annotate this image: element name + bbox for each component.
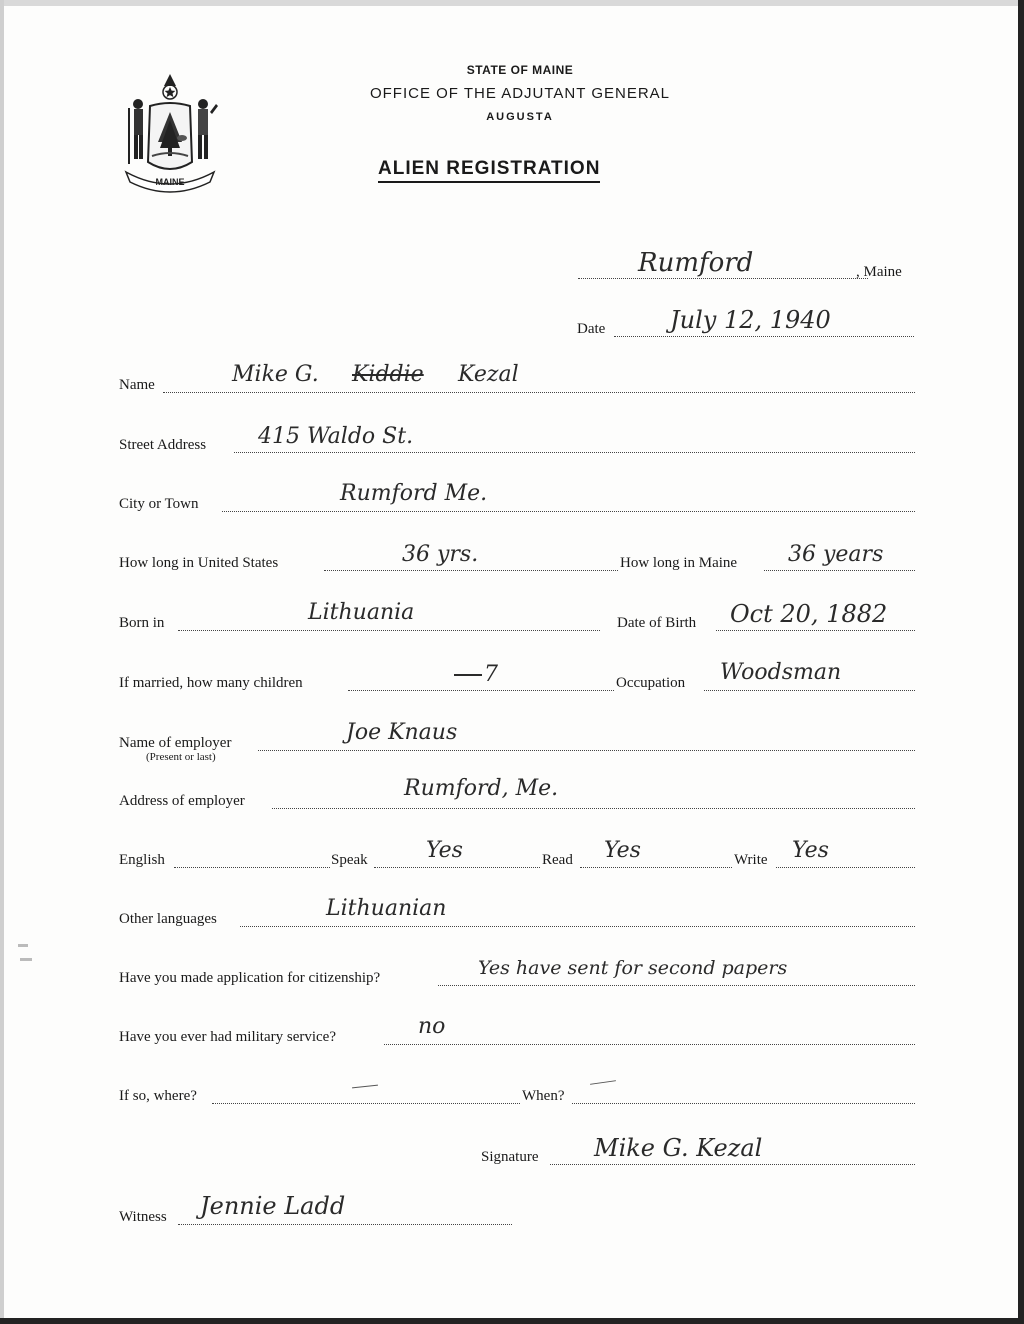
location-suffix: , Maine <box>856 264 902 280</box>
date-of-birth-label: Date of Birth <box>617 615 697 631</box>
signature-line <box>550 1164 915 1165</box>
born-in-value: Lithuania <box>308 600 415 625</box>
header-city: AUGUSTA <box>486 111 554 123</box>
location-line <box>578 278 868 279</box>
born-in-line <box>178 630 600 631</box>
scan-edge-bottom <box>0 1318 1024 1324</box>
children-line <box>348 690 614 691</box>
date-label: Date <box>577 321 606 337</box>
citizenship-label: Have you made application for citizenship? <box>119 970 381 986</box>
english-label: English <box>119 852 165 868</box>
other-languages-value: Lithuanian <box>326 896 447 921</box>
read-label: Read <box>542 852 573 868</box>
scan-speck <box>20 958 32 961</box>
header-office: OFFICE OF THE ADJUTANT GENERAL <box>369 85 671 102</box>
employer-name-label: Name of employer <box>119 735 232 751</box>
form-title: ALIEN REGISTRATION <box>378 158 600 183</box>
name-label: Name <box>119 377 155 393</box>
employer-address-value: Rumford, Me. <box>404 776 559 801</box>
citizenship-value: Yes have sent for second papers <box>478 957 788 979</box>
military-label: Have you ever had military service? <box>119 1029 336 1045</box>
read-value: Yes <box>604 838 641 863</box>
location-value: Rumford <box>638 248 754 278</box>
employer-name-value: Joe Knaus <box>346 720 458 745</box>
city-value: Rumford Me. <box>340 481 488 506</box>
name-struck-out: Kiddie <box>352 362 424 387</box>
english-line <box>174 867 330 868</box>
scan-edge-right <box>1018 0 1024 1324</box>
maine-seal-icon <box>118 72 222 196</box>
other-languages-label: Other languages <box>119 911 217 927</box>
how-long-us-value: 36 yrs. <box>402 542 479 567</box>
children-value: 7 <box>484 662 498 687</box>
military-line <box>384 1044 915 1045</box>
witness-label: Witness <box>119 1209 167 1225</box>
speak-line <box>374 867 540 868</box>
street-address-label: Street Address <box>119 437 207 453</box>
occupation-value: Woodsman <box>720 660 842 685</box>
scan-edge-left <box>0 0 4 1324</box>
employer-name-line <box>258 750 915 751</box>
signature-value: Mike G. Kezal <box>594 1134 763 1162</box>
when-line <box>572 1103 915 1104</box>
how-long-maine-line <box>764 570 915 571</box>
speak-value: Yes <box>426 838 463 863</box>
write-line <box>776 867 915 868</box>
how-long-us-line <box>324 570 618 571</box>
citizenship-line <box>438 985 915 986</box>
occupation-label: Occupation <box>616 675 686 691</box>
witness-value: Jennie Ladd <box>200 1192 346 1220</box>
name-value-last: Kezal <box>458 362 519 387</box>
witness-line <box>178 1224 512 1225</box>
when-dash <box>590 1080 616 1085</box>
street-address-line <box>234 452 915 453</box>
speak-label: Speak <box>331 852 368 868</box>
employer-address-line <box>272 808 915 809</box>
name-line <box>163 392 915 393</box>
signature-label: Signature <box>481 1149 539 1165</box>
children-label: If married, how many children <box>119 675 303 691</box>
how-long-us-label: How long in United States <box>119 555 279 571</box>
when-label: When? <box>522 1088 565 1104</box>
if-so-where-line <box>212 1103 520 1104</box>
children-struck-mark <box>454 664 482 686</box>
write-value: Yes <box>792 838 829 863</box>
date-line <box>614 336 914 337</box>
scan-speck <box>18 944 28 947</box>
write-label: Write <box>734 852 768 868</box>
employer-name-sublabel: (Present or last) <box>146 751 216 763</box>
how-long-maine-label: How long in Maine <box>620 555 738 571</box>
date-value: July 12, 1940 <box>670 306 831 334</box>
other-languages-line <box>240 926 915 927</box>
read-line <box>580 867 732 868</box>
employer-address-label: Address of employer <box>119 793 245 809</box>
date-of-birth-value: Oct 20, 1882 <box>730 600 888 628</box>
scan-edge-top <box>0 0 1024 6</box>
how-long-maine-value: 36 years <box>788 542 884 567</box>
name-value-first: Mike G. <box>232 362 319 387</box>
city-line <box>222 511 915 512</box>
military-value: no <box>418 1014 446 1039</box>
if-so-where-dash <box>352 1085 378 1089</box>
seal-banner-text: MAINE <box>155 177 185 187</box>
street-address-value: 415 Waldo St. <box>258 424 414 449</box>
date-of-birth-line <box>716 630 915 631</box>
born-in-label: Born in <box>119 615 165 631</box>
if-so-where-label: If so, where? <box>119 1088 197 1104</box>
header-state: STATE OF MAINE <box>466 63 574 77</box>
city-label: City or Town <box>119 496 199 512</box>
occupation-line <box>704 690 915 691</box>
